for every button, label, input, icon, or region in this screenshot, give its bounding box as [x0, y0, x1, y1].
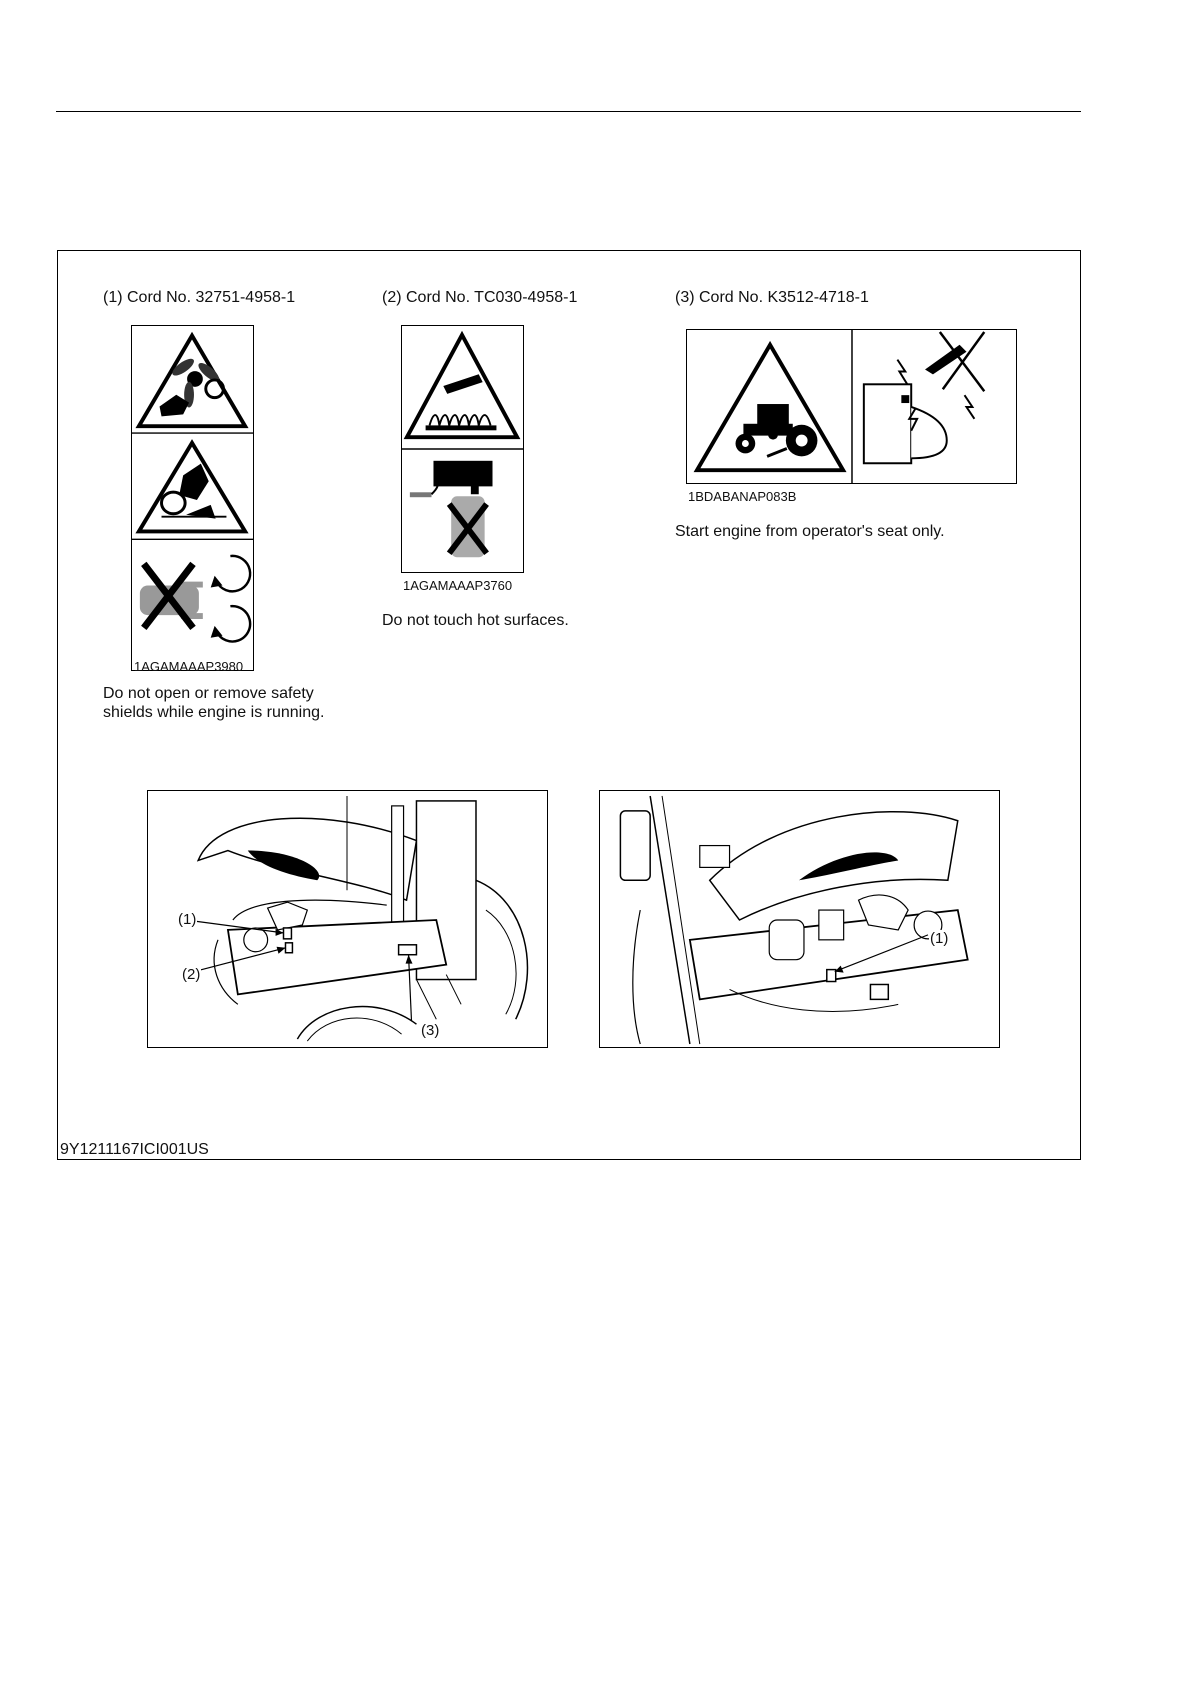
left-view-callout-1: (1) [178, 911, 197, 928]
decal-3-caption: (3) Cord No. K3512-4718-1 [675, 289, 869, 306]
hot-surface-hazard-icon [407, 335, 517, 437]
decal-1-caption: (1) Cord No. 32751-4958-1 [103, 289, 296, 306]
footer-code: 9Y1211167ICI001US [60, 1141, 209, 1158]
decal-1-code: 1AGAMAAAP3980 [134, 659, 244, 674]
decal-2-image [401, 325, 524, 573]
decal-1-image [131, 325, 254, 671]
decal-3-image [686, 329, 1017, 484]
tractor-runover-hazard-icon [697, 345, 843, 470]
decal-3-description: Start engine from operator's seat only. [675, 523, 945, 540]
no-bypass-starter-icon [864, 332, 984, 463]
header-rule [56, 111, 1081, 112]
no-touch-muffler-icon [410, 461, 493, 557]
no-hand-near-rotating-parts-icon [140, 556, 250, 642]
right-view-callout-1: (1) [930, 930, 949, 947]
fan-blade-hazard-icon [139, 336, 245, 427]
belt-entanglement-hazard-icon [139, 443, 245, 532]
decal-2-caption: (2) Cord No. TC030-4958-1 [382, 289, 578, 306]
left-view-callout-2: (2) [182, 966, 201, 983]
decal-2-description: Do not touch hot surfaces. [382, 612, 569, 629]
decal-2-code: 1AGAMAAAP3760 [403, 578, 513, 593]
decal-3-code: 1BDABANAP083B [688, 489, 797, 504]
location-view-right [599, 790, 1000, 1048]
location-view-left [147, 790, 548, 1048]
left-view-callout-3: (3) [421, 1022, 440, 1039]
decal-1-description: Do not open or remove safety shields while engine is running. [103, 685, 325, 721]
